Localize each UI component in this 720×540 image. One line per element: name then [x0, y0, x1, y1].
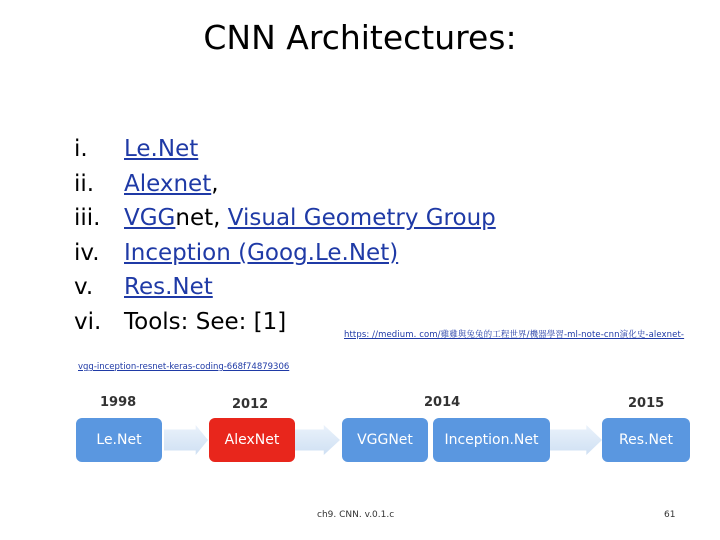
lenet-link[interactable]: Le.Net: [124, 136, 199, 162]
tools-reference-link[interactable]: https: //medium. com/雞雞與兔兔的工程世界/機器學習-ml-note-cnn演化史-alexnet-: [344, 329, 685, 340]
timeline-year: 2015: [628, 396, 665, 411]
list-number: v.: [74, 274, 94, 300]
tools-reference-link-continued[interactable]: vgg-inception-resnet-keras-coding-668f74879306: [78, 362, 290, 372]
list-text: ,: [211, 170, 219, 197]
list-text: net,: [175, 205, 228, 231]
list-number: i.: [74, 136, 88, 162]
list-number: iv.: [74, 239, 100, 266]
timeline-arrow: [546, 425, 602, 455]
list-number: iii.: [74, 205, 101, 231]
list-number: ii.: [74, 170, 95, 197]
vggnet-node: VGGNet: [342, 418, 428, 462]
visual-geometry-group-link[interactable]: Visual Geometry Group: [227, 205, 496, 231]
timeline-arrow: [164, 425, 208, 455]
lenet-node: Le.Net: [76, 418, 162, 462]
list-number: vi.: [74, 308, 102, 335]
resnet-node: Res.Net: [602, 418, 690, 462]
alexnet-node: AlexNet: [209, 418, 295, 462]
slide-title: CNN Architectures:: [203, 18, 517, 57]
resnet-link[interactable]: Res.Net: [124, 274, 213, 300]
inceptionnet-node: Inception.Net: [433, 418, 550, 462]
timeline-year: 2014: [424, 395, 461, 410]
timeline-year: 2012: [232, 397, 269, 412]
page-number: 61: [664, 510, 676, 520]
vgg-link[interactable]: VGG: [124, 205, 176, 231]
tools-label: Tools: See: [1]: [124, 308, 287, 335]
timeline-year: 1998: [100, 395, 137, 410]
inception-link[interactable]: Inception (Goog.Le.Net): [124, 239, 399, 266]
footer-label: ch9. CNN. v.0.1.c: [317, 510, 395, 520]
alexnet-link[interactable]: Alexnet: [124, 170, 212, 197]
